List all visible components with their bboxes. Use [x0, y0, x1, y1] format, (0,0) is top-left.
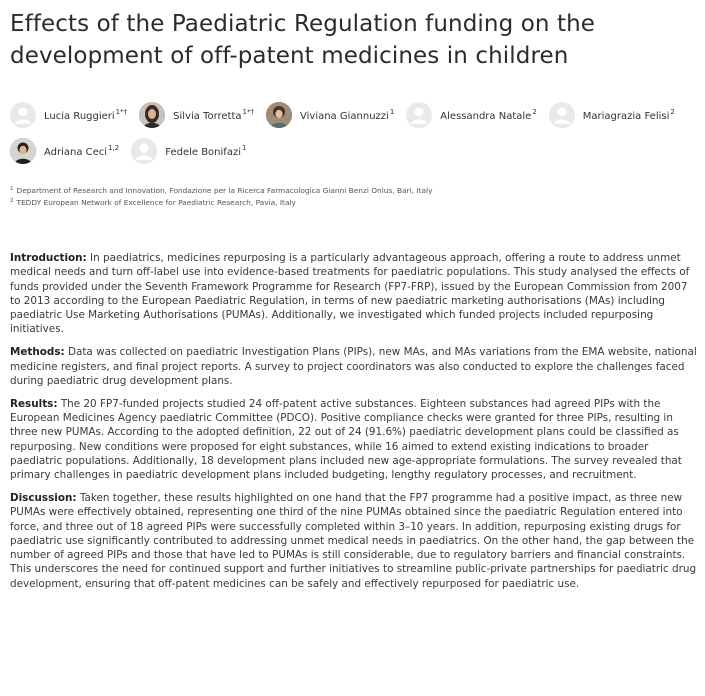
- author-photo: [139, 102, 165, 128]
- author-item[interactable]: [10, 137, 119, 165]
- author-affiliation-sup: 1,2: [108, 144, 120, 152]
- abstract-introduction: [10, 251, 698, 337]
- author-affiliation-sup: 1*†: [115, 108, 128, 116]
- person-placeholder-icon: [10, 102, 36, 128]
- affiliation-text: Department of Research and Innovation, Fondazione per la Ricerca Farmacologica Gianni Benzi Onlus, Bari, Italy: [16, 186, 433, 195]
- author-name: Fedele Bonifazi: [165, 147, 241, 158]
- affiliation-text: TEDDY European Network of Excellence for Paediatric Research, Pavia, Italy: [16, 198, 296, 207]
- author-affiliation-sup: 2: [670, 108, 675, 116]
- affiliation: [10, 196, 695, 208]
- author-name: Viviana Giannuzzi: [300, 111, 389, 122]
- article-title: Effects of the Paediatric Regulation funding on the development of off-patent medicines in children: [10, 11, 596, 69]
- author-list: [10, 101, 695, 165]
- section-label: Methods:: [10, 346, 65, 359]
- author-name: Silvia Torretta: [173, 111, 242, 122]
- author-photo: [10, 138, 36, 164]
- section-text: Data was collected on paediatric Investigation Plans (PIPs), new MAs, and MAs variations from the EMA website, national medicine registers, and final project reports. A survey to project coordinators was also conducted to explore the challenges faced during paediatric drug development plans.: [10, 346, 697, 387]
- abstract-results: [10, 397, 698, 483]
- person-placeholder-icon: [131, 138, 157, 164]
- author-affiliation-sup: 1: [241, 144, 247, 152]
- affiliation-number: 2: [10, 198, 14, 204]
- section-text: The 20 FP7-funded projects studied 24 off-patent active substances. Eighteen substances had agreed PIPs with the European Medicines Agency paediatric Committee (PDCO). Positive compliance checks were granted for three PIPs, resulting in three new PUMAs. According to the adopted definition, 22 out of 24 (91.6%) paediatric development plans could be classified as repurposing. New conditions were proposed for eight substances, while 16 aimed to extend existing indications to broader paediatric populations. Additionally, 18 development plans included new age-appropriate formulations. The survey revealed that primary challenges in paediatric development plans included budgeting, lengthy regulatory processes, and recruitment.: [10, 397, 682, 482]
- author-item[interactable]: [139, 101, 254, 129]
- author-item[interactable]: [10, 101, 127, 129]
- person-placeholder-icon: [549, 102, 575, 128]
- affiliation-list: [10, 184, 695, 208]
- author-item[interactable]: [266, 101, 394, 129]
- author-name: Adriana Ceci: [44, 147, 108, 158]
- abstract-methods: [10, 345, 698, 388]
- author-affiliation-sup: 1: [389, 108, 395, 116]
- person-placeholder-icon: [406, 102, 432, 128]
- author-name: Lucia Ruggieri: [44, 111, 115, 122]
- section-label: Introduction:: [10, 252, 87, 264]
- abstract: [10, 251, 698, 600]
- section-label: Discussion:: [10, 491, 77, 504]
- affiliation-number: 1: [10, 186, 14, 192]
- section-label: Results:: [10, 397, 58, 410]
- author-item[interactable]: [406, 101, 536, 129]
- author-name: Mariagrazia Felisi: [582, 111, 670, 122]
- author-name: Alessandra Natale: [440, 111, 532, 122]
- section-text: In paediatrics, medicines repurposing is a particularly advantageous approach, offering a route to address unmet medical needs and turn off-label use into evidence-based treatments for paediatric populations. This study analysed the effects of funds provided under the Seventh Framework Programme for Research (FP7-FRP), issued by the European Commission from 2007 to 2013 according to the European Paediatric Regulation, in terms of new paediatric marketing authorisations (MAs) including paediatric Use Marketing Authorisations (PUMAs). Additionally, we investigated which funded projects included repurposing initiatives.: [10, 252, 690, 336]
- abstract-discussion: [10, 491, 698, 591]
- author-item[interactable]: [131, 137, 246, 165]
- author-photo: [266, 102, 292, 128]
- section-text: Taken together, these results highlighted on one hand that the FP7 programme had a positive impact, as three new PUMAs were effectively obtained, representing one third of the nine PUMAs obtained since the paediatric Regulation entered into force, and three out of 18 agreed PIPs were successfully completed within 3–10 years. In addition, repurposing existing drugs for paediatric use significantly contributed to addressing unmet medical needs in paediatrics. On the other hand, the gap between the number of agreed PIPs and those that have led to PUMAs is still considerable, due to regulatory barriers and financial constraints. This underscores the need for continued support and further initiatives to streamline public-private partnerships for paediatric drug development, ensuring that off-patent medicines can be safely and effectively repurposed for paediatric use.: [10, 491, 697, 590]
- affiliation: [10, 184, 695, 196]
- author-affiliation-sup: 1*†: [242, 108, 254, 116]
- author-item[interactable]: [549, 101, 675, 129]
- author-affiliation-sup: 2: [532, 108, 537, 116]
